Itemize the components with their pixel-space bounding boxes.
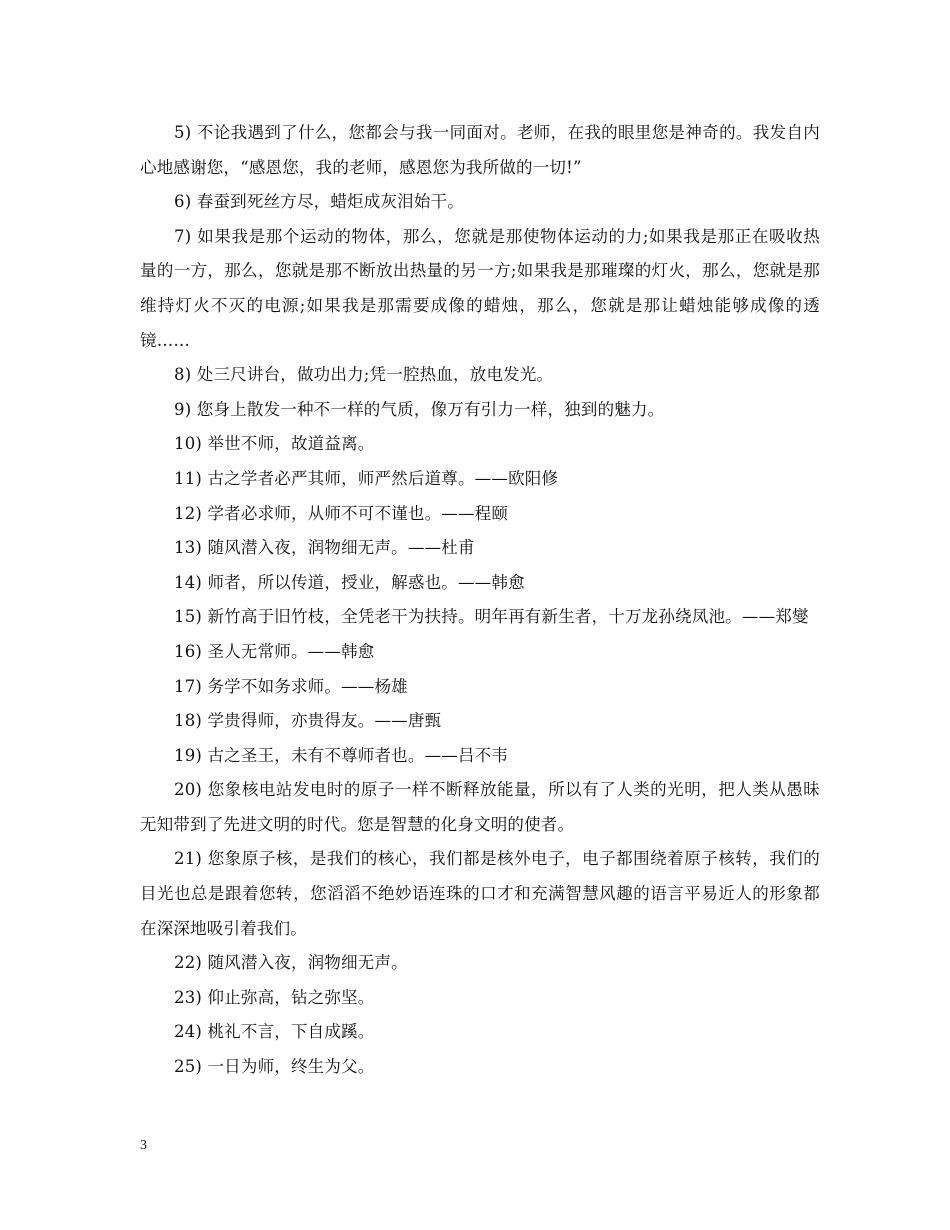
page-number: 3 xyxy=(140,1138,147,1153)
paragraph: 10) 举世不师，故道益离。 xyxy=(174,434,375,454)
paragraph: 20) 您象核电站发电时的原子一样不断释放能量，所以有了人类的光明，把人类从愚昧无知带到了先进文明的时代。您是智慧的化身文明的使者。 xyxy=(140,780,820,834)
paragraph: 17) 务学不如务求师。——杨雄 xyxy=(174,676,408,696)
paragraph: 16) 圣人无常师。——韩愈 xyxy=(174,641,375,661)
paragraph: 13) 随风潜入夜，润物细无声。——杜甫 xyxy=(174,538,475,558)
paragraph: 7) 如果我是那个运动的物体，那么，您就是那使物体运动的力;如果我是那正在吸收热量的一方，那么，您就是那不断放出热量的另一方;如果我是那璀璨的灯火，那么，您就是那维持灯火不灭的电源;如果我是那需要成像的蜡烛，那么，您就是那让蜡烛能够成像的透镜…… xyxy=(140,226,820,350)
paragraph: 6) 春蚕到死丝方尽，蜡炬成灰泪始干。 xyxy=(174,192,464,212)
paragraph: 12) 学者必求师，从师不可不谨也。——程颐 xyxy=(174,503,509,523)
paragraph: 18) 学贵得师，亦贵得友。——唐甄 xyxy=(174,711,442,731)
paragraph: 5) 不论我遇到了什么，您都会与我一同面对。老师，在我的眼里您是神奇的。我发自内心地感谢您，“感恩您，我的老师，感恩您为我所做的一切!” xyxy=(140,123,820,177)
paragraph: 8) 处三尺讲台，做功出力;凭一腔热血，放电发光。 xyxy=(174,365,554,385)
paragraph: 22) 随风潜入夜，润物细无声。 xyxy=(174,953,408,973)
paragraph: 15) 新竹高于旧竹枝，全凭老干为扶持。明年再有新生者，十万龙孙绕凤池。——郑燮 xyxy=(174,607,809,627)
paragraph: 24) 桃礼不言，下自成蹊。 xyxy=(174,1022,375,1042)
paragraph: 11) 古之学者必严其师，师严然后道尊。——欧阳修 xyxy=(174,468,559,488)
paragraph: 9) 您身上散发一种不一样的气质，像万有引力一样，独到的魅力。 xyxy=(174,399,665,419)
paragraph: 14) 师者，所以传道，授业，解惑也。——韩愈 xyxy=(174,572,525,592)
paragraph: 19) 古之圣王，未有不尊师者也。——吕不韦 xyxy=(174,745,509,765)
paragraph: 25) 一日为师，终生为父。 xyxy=(174,1057,375,1077)
paragraph: 21) 您象原子核，是我们的核心，我们都是核外电子，电子都围绕着原子核转，我们的目光也总是跟着您转，您滔滔不绝妙语连珠的口才和充满智慧风趣的语言平易近人的形象都在深深地吸引着我们。 xyxy=(140,849,820,938)
paragraph: 23) 仰止弥高，钻之弥坚。 xyxy=(174,987,375,1007)
body-text xyxy=(140,116,820,1085)
